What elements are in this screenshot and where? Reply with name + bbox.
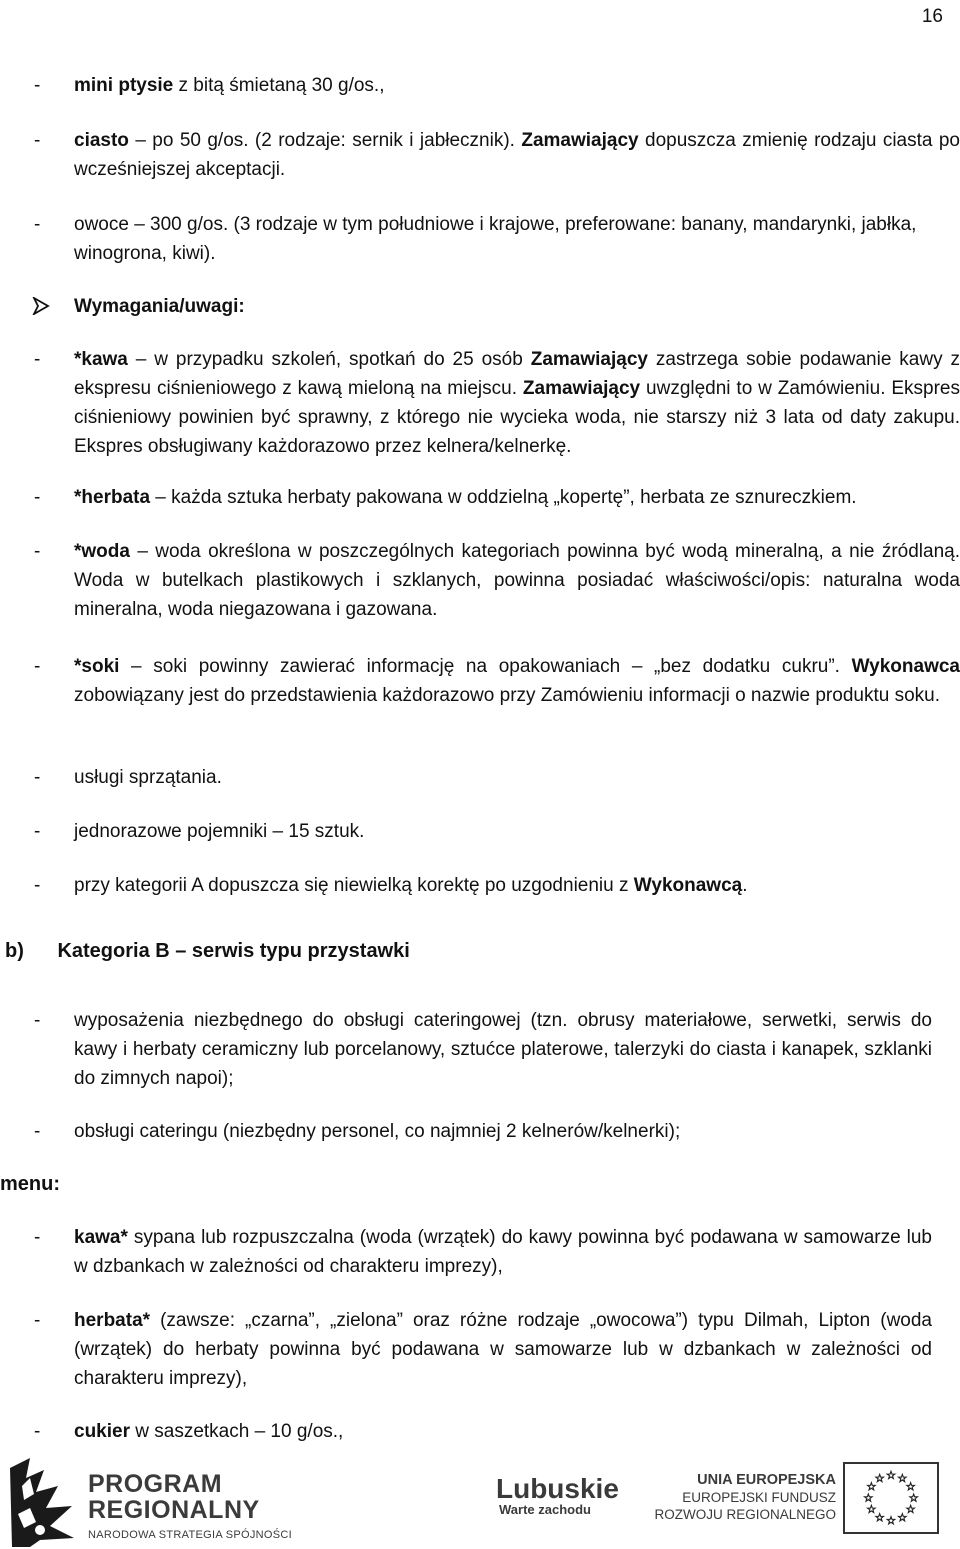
list-dash: - <box>34 767 41 788</box>
list-item-text <box>74 817 960 846</box>
text-run: – woda określona w poszczególnych kategoriach powinna być wodą mineralną, a nie źródlaną. Woda w butelkach plastikowych i szklanych, powinna posiadać właściwości/opis: naturalna woda mineralna, woda niegazowana i gazowana. <box>74 541 960 620</box>
list-item <box>30 483 960 512</box>
list-item-text <box>74 1117 932 1146</box>
list-item <box>30 1223 932 1281</box>
text-run: zobowiązany jest do przedstawienia każdorazowo przy Zamówieniu informacji o nazwie produktu soku. <box>74 685 940 706</box>
bold-text: Zamawiający <box>521 130 639 151</box>
list-item-text <box>74 483 960 512</box>
list-dash: - <box>34 541 41 562</box>
bold-text: Zamawiający <box>530 349 648 370</box>
bold-text: kawa* <box>74 1227 128 1248</box>
eu-fund-line: EUROPEJSKI FUNDUSZ <box>682 1490 836 1505</box>
text-run: uwzględni to w Zamówieniu. Ekspres ciśnieniowy powinien być sprawny, z którego nie wycieka woda, nie starszy niż 3 lata od daty zakupu. Ekspres obsługiwany każdorazowo przez kelnera/kelnerkę. <box>74 378 960 457</box>
arrow-bullet-icon <box>32 297 50 315</box>
text-run: wyposażenia niezbędnego do obsługi cateringowej (tzn. obrusy materiałowe, serwetki, serwis do kawy i herbaty ceramiczny lub porcelanowy, sztućce platerowe, talerzyki do ciasta i kanapek, szklanki do zimnych napoi); <box>74 1010 932 1089</box>
list-item <box>30 652 960 710</box>
text-run: sypana lub rozpuszczalna (woda (wrzątek) do kawy powinna być podawana w samowarze lub w dzbankach w zależności od charakteru imprezy), <box>74 1227 932 1277</box>
list-dash: - <box>34 487 41 508</box>
lubuskie-name: Lubuskie <box>496 1473 619 1504</box>
list-item <box>30 1006 932 1093</box>
list-item <box>30 1117 932 1146</box>
list-dash: - <box>34 875 41 896</box>
bold-text: Zamawiający <box>522 378 641 399</box>
bold-text: Wykonawca <box>851 656 960 677</box>
text-run: – w przypadku szkoleń, spotkań do 25 osób <box>127 349 531 370</box>
list-dash: - <box>34 75 41 96</box>
program-line2: REGIONALNY <box>88 1496 260 1524</box>
list-item <box>30 817 960 846</box>
list-item <box>30 1306 932 1393</box>
text-run: z bitą śmietaną 30 g/os., <box>173 75 385 96</box>
list-dash: - <box>34 214 41 235</box>
list-item <box>30 1417 932 1446</box>
eu-fund-line: ROZWOJU REGIONALNEGO <box>654 1507 836 1522</box>
list-dash: - <box>34 1227 41 1248</box>
section-letter: b) <box>5 940 24 962</box>
list-dash: - <box>34 1121 41 1142</box>
list-item <box>30 871 960 900</box>
text-run: w saszetkach – 10 g/os., <box>129 1421 344 1442</box>
list-item-text <box>74 345 960 461</box>
text-run: owoce – 300 g/os. (3 rodzaje w tym południowe i krajowe, preferowane: banany, mandarynki, jabłka, winogrona, kiwi). <box>74 214 917 264</box>
list-item-text <box>74 210 960 268</box>
list-dash: - <box>34 1421 41 1442</box>
menu-label: menu: <box>0 1173 60 1195</box>
text-run: jednorazowe pojemniki – 15 sztuk. <box>74 821 365 842</box>
text-run: dopuszcza zmienię rodzaju ciasta po wcześniejszej akceptacji. <box>74 130 960 180</box>
list-dash: - <box>34 130 41 151</box>
bold-text: *kawa <box>74 349 128 370</box>
bold-text: herbata* <box>74 1310 151 1331</box>
list-item <box>30 537 960 624</box>
list-item-text <box>74 1006 932 1093</box>
list-dash: - <box>34 821 41 842</box>
bold-text: *herbata <box>74 487 151 508</box>
text-run: . <box>742 875 748 896</box>
bold-text: Wykonawcą <box>633 875 743 896</box>
eu-flag-icon <box>843 1462 939 1534</box>
section-heading <box>5 937 410 966</box>
list-dash: - <box>34 656 41 677</box>
program-line1: PROGRAM <box>88 1470 223 1498</box>
list-item-text <box>74 1306 932 1393</box>
text-run: obsługi cateringu (niezbędny personel, co najmniej 2 kelnerów/kelnerki); <box>74 1121 681 1142</box>
bold-text: cukier <box>74 1421 130 1442</box>
list-item-text <box>74 1417 932 1446</box>
list-item <box>30 210 960 268</box>
eu-text-block <box>620 1472 836 1523</box>
list-item-text <box>74 763 960 792</box>
text-run: przy kategorii A dopuszcza się niewielką korektę po uzgodnieniu z <box>74 875 634 896</box>
bold-text: *woda <box>74 541 130 562</box>
bold-text: ciasto <box>74 130 129 151</box>
list-item <box>30 71 932 100</box>
list-item-text <box>74 652 960 710</box>
list-item-text <box>74 126 960 184</box>
list-item-text <box>74 871 960 900</box>
program-subtitle: NARODOWA STRATEGIA SPÓJNOŚCI <box>88 1529 292 1541</box>
lubuskie-tagline: Warte zachodu <box>499 1502 591 1517</box>
requirements-heading-text: Wymagania/uwagi: <box>74 296 245 317</box>
requirements-heading <box>32 292 245 321</box>
list-item-text <box>74 1223 932 1281</box>
text-run: zastrzega sobie podawanie kawy z ekspresu ciśnieniowego z kawą mieloną na miejscu. <box>74 349 960 399</box>
bold-text: mini ptysie <box>74 75 174 96</box>
page-number: 16 <box>921 6 943 27</box>
text-run: – soki powinny zawierać informację na opakowaniach – „bez dodatku cukru”. <box>119 656 852 677</box>
text-run: – po 50 g/os. (2 rodzaje: sernik i jabłecznik). <box>128 130 522 151</box>
list-item <box>30 126 960 184</box>
list-item-text <box>74 71 932 100</box>
text-run: – każda sztuka herbaty pakowana w oddzielną „kopertę”, herbata ze sznureczkiem. <box>150 487 857 508</box>
bold-text: *soki <box>74 656 120 677</box>
section-title: Kategoria B – serwis typu przystawki <box>57 940 410 962</box>
list-item-text <box>74 537 960 624</box>
list-dash: - <box>34 349 41 370</box>
list-item <box>30 345 960 461</box>
text-run: (zawsze: „czarna”, „zielona” oraz różne rodzaje „owocowa”) typu Dilmah, Lipton (woda (wrzątek) do herbaty powinna być podawana w samowarze lub w dzbankach w zależności od charakteru imprezy), <box>74 1310 932 1389</box>
list-dash: - <box>34 1310 41 1331</box>
text-run: usługi sprzątania. <box>74 767 222 788</box>
list-dash: - <box>34 1010 41 1031</box>
list-item <box>30 763 960 792</box>
eu-title: UNIA EUROPEJSKA <box>697 1472 836 1488</box>
footer-logos <box>0 1448 960 1549</box>
